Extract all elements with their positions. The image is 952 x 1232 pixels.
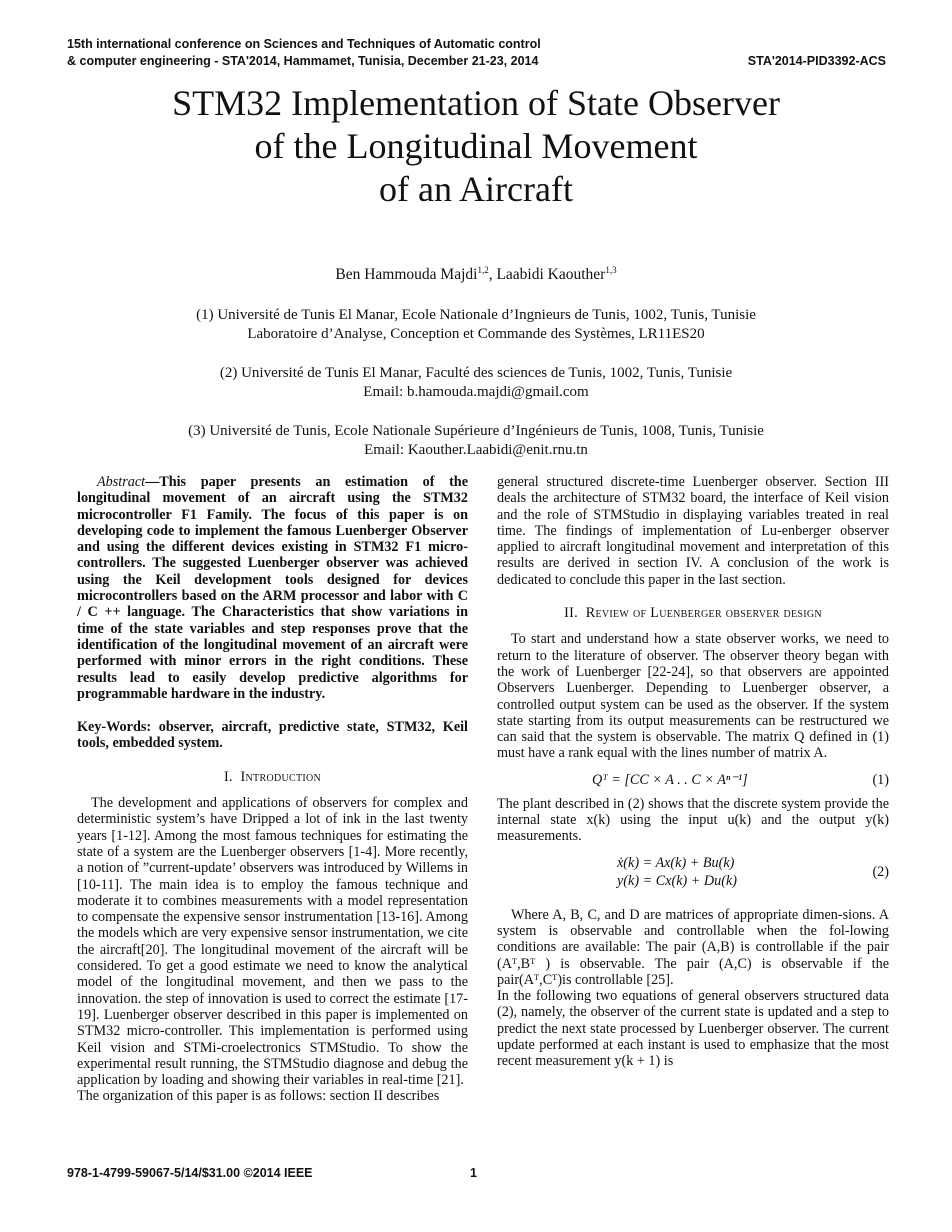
abstract-text: This paper presents an estimation of the longitudinal movement of an aircraft using the STM32 microcontroller F1 Family. The focus of this paper is on developing code to implement the famous Luenberger Observer and using the different devices existing in STM32 F1 micro-controllers. The suggested Luenberger observer was achieved using the Keil development tools designed for devices microcontrollers based on the ARM processor and labor with C / C ++ language. The Characteristics that show variations in time of the state variables and step responses prove that the identification of the longitudinal movement of an aircraft were performed with minor errors in the right conditions. These results lead to easily develop predictive algorithms for programmable hardware in the industry. bbox=[77, 474, 468, 702]
paper-id: STA'2014-PID3392-ACS bbox=[747, 54, 886, 68]
section-2-para-2: The plant described in (2) shows that the discrete system provide the internal state x(k) using the input u(k) and the output y(k) measurements. bbox=[497, 795, 889, 845]
conference-header-line1: 15th international conference on Sciences and Techniques of Automatic control bbox=[67, 37, 541, 51]
conference-header bbox=[67, 36, 667, 70]
affiliation-2-line1: (2) Université de Tunis El Manar, Faculté des sciences de Tunis, 1002, Tunis, Tunisie bbox=[219, 365, 733, 381]
section-1-heading bbox=[77, 769, 468, 785]
section-1-para-2: The organization of this paper is as follows: section II describes bbox=[77, 1088, 440, 1105]
paper-title-line2: of the Longitudinal Movement bbox=[254, 126, 698, 166]
keywords: Key-Words: observer, aircraft, predictive state, STM32, Keil tools, embedded system. bbox=[77, 719, 468, 752]
equation-1-body: Qᵀ = [CC × A . . C × Aⁿ⁻¹] bbox=[592, 771, 748, 788]
affiliation-3-line1: (3) Université de Tunis, Ecole Nationale Supérieure d’Ingénieurs de Tunis, 1008, Tunis, Tunisie bbox=[188, 423, 764, 439]
authors bbox=[0, 265, 952, 284]
paper-title-line1: STM32 Implementation of State Observer bbox=[172, 83, 780, 123]
section-2-title: Review of Luenberger observer design bbox=[585, 605, 822, 622]
section-2-number: II. bbox=[564, 605, 578, 622]
paper-title-line3: of an Aircraft bbox=[379, 169, 573, 209]
affiliation-3-line2: Email: Kaouther.Laabidi@enit.rnu.tn bbox=[364, 442, 588, 458]
equation-2-line1: ẋ(k) = Ax(k) + Bu(k) bbox=[617, 854, 735, 871]
section-1-title: Introduction bbox=[240, 768, 322, 785]
page-number: 1 bbox=[470, 1166, 477, 1180]
conference-header-line2: & computer engineering - STA'2014, Hammamet, Tunisia, December 21-23, 2014 bbox=[67, 54, 539, 68]
equation-1 bbox=[497, 766, 889, 796]
section-2-para-1: To start and understand how a state observer works, we need to return to the literature of observer. The observer theory began with the work of Luenberger [22-24], so that observers are appointed Observers Luenberger. Depending to Luenberger observer, a controlled output system can be used as the observer. If the system state starting from its output measurements can be restructured we can said that the system is observable. The matrix Q defined in (1) must have a rank equal with the lines number of matrix A. bbox=[497, 631, 889, 762]
section-2-heading bbox=[497, 605, 889, 621]
author-2: Laabidi Kaouther bbox=[496, 266, 606, 283]
affiliation-2-line2: Email: b.hamouda.majdi@gmail.com bbox=[363, 384, 589, 400]
left-column bbox=[77, 474, 468, 1105]
affiliation-2 bbox=[0, 364, 952, 402]
section-1-number: I. bbox=[223, 768, 233, 785]
author-1: Ben Hammouda Majdi bbox=[335, 266, 478, 283]
author-separator: , bbox=[488, 266, 497, 283]
equation-2-line2: y(k) = Cx(k) + Du(k) bbox=[617, 872, 737, 889]
author-1-affil: 1,2 bbox=[477, 264, 489, 275]
abstract bbox=[77, 474, 468, 702]
section-1-para-1: The development and applications of observers for complex and deterministic system’s have Dripped a lot of ink in the last twenty years [1-12]. Among the most famous techniques for estimating the state of a system are the Luenberger observers [1-4]. More recently, a notion of ”current-update’ observers was introduced by Willems in [10-11]. The main idea is to employ the famous technique and moderate it to combines measurements with a model representation to compensate the expensive sensor instrumentation [13-16]. Among the models which are very expensive sensor instrumentation, we cite the aircraft[20]. The longitudinal movement of the aircraft will be considered. To get a good estimate we need to know the analytical model of the longitudinal movement, and then we pass to the innovation. the step of innovation is used to correct the estimate [17-19]. Luenberger observer described in this paper is implemented on STM32 micro-controller. This implementation is performed using Keil vision and STMi-croelectronics STMStudio. To show the experimental result running, the STMStudio diagnose and debug the application by loading and showing their variables in real-time [21]. bbox=[77, 795, 468, 1089]
abstract-label: Abstract bbox=[97, 474, 146, 490]
right-intro-para: general structured discrete-time Luenberger observer. Section III deals the architecture of STM32 board, the interface of Keil vision and the role of STMStudio in displaying variables treated in real time. The findings of implementation of Lu-enberger observer applied to aircraft longitudinal movement and interpretation of this results are derived in section IV. A conclusion of the work is dedicated to conclude this paper in the last section. bbox=[497, 474, 889, 588]
paper-title bbox=[0, 82, 952, 211]
equation-1-number: (1) bbox=[872, 771, 889, 788]
equation-2 bbox=[497, 849, 889, 899]
right-column bbox=[497, 474, 889, 1070]
affiliation-1 bbox=[0, 306, 952, 344]
abstract-dash: — bbox=[145, 474, 160, 490]
affiliation-1-line2: Laboratoire d’Analyse, Conception et Commande des Systèmes, LR11ES20 bbox=[247, 326, 705, 342]
footer-isbn: 978-1-4799-59067-5/14/$31.00 ©2014 IEEE bbox=[67, 1166, 313, 1180]
author-2-affil: 1,3 bbox=[605, 264, 617, 275]
affiliation-3 bbox=[0, 422, 952, 460]
section-2-para-3: Where A, B, C, and D are matrices of appropriate dimen-sions. A system is observable and controllable when the fol-lowing conditions are available: The pair (A,B) is controllable if the pair (Aᵀ,Bᵀ ) is observable. The pair (A,C) is observable if the pair(Aᵀ,Cᵀ)is controllable [25]. bbox=[497, 906, 889, 988]
affiliation-1-line1: (1) Université de Tunis El Manar, Ecole Nationale d’Ingnieurs de Tunis, 1002, Tunis, Tunisie bbox=[196, 307, 756, 323]
equation-2-number: (2) bbox=[872, 863, 889, 880]
section-2-para-4: In the following two equations of general observers structured data (2), namely, the observer of the current state is updated and a step to predict the next state processed by Luenberger observer. The current update performed at each instant is used to emphasize that the most recent measurement y(k + 1) is bbox=[497, 988, 889, 1070]
